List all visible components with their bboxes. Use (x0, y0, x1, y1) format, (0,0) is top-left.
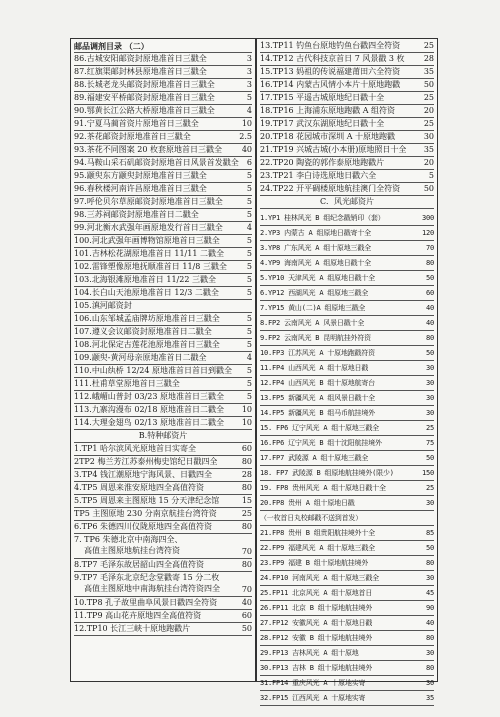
entry-title: 96.春秋楼河南许昌原地准首日三戳全 (74, 184, 207, 193)
entry-price: 6 (246, 158, 252, 167)
entry-price: 2.5 (239, 132, 252, 141)
entry-price: 5 (246, 171, 252, 180)
entry-price: 20 (423, 158, 434, 167)
entry-price: 40 (241, 145, 252, 154)
entry-price: 120 (421, 229, 434, 237)
catalog-entry (74, 209, 252, 222)
catalog-entry (74, 79, 252, 92)
entry-price: 30 (425, 499, 434, 507)
catalog-entry (74, 248, 252, 261)
entry-price: 5 (246, 275, 252, 284)
entry-price: 80 (241, 560, 252, 569)
catalog-entry (260, 131, 434, 144)
entry-price: 3 (246, 54, 252, 63)
entry-title: 13.TP11 钓鱼台原地钓鱼台戳四全符资 (260, 41, 401, 50)
entry-title: 87.红旗渠邮封林县原地准首日三戳全 (74, 67, 207, 76)
catalog-entry (74, 365, 252, 378)
entry-title: 1.TP1 哈尔滨风光原地首日实寄全 (74, 444, 196, 453)
entry-title: 95.颛臾东方颛臾封原地准首日三戳全 (74, 171, 207, 180)
catalog-entry (74, 443, 252, 456)
catalog-entry (260, 118, 434, 131)
entry-title: 91.宁夏马蔺首资片原地首日三戳全 (74, 119, 199, 128)
entry-price: 80 (241, 522, 252, 531)
entry-price: 60 (425, 289, 434, 297)
entry-price: 40 (241, 598, 252, 607)
catalog-entry (260, 226, 434, 241)
entry-price: 30 (425, 394, 434, 402)
entry-title: 5.YP10 天津风光 A 组原地日戳十全 (260, 274, 375, 282)
catalog-entry (74, 261, 252, 274)
catalog-entry (260, 391, 434, 406)
catalog-entry (260, 256, 434, 271)
entry-title: 22.TP20 陶瓷的郭作泰原地跑戳片 (260, 158, 385, 167)
entry-title: 14.FP5 新疆风光 B 组马币航挂境外 (260, 409, 375, 417)
catalog-entry (74, 404, 252, 417)
entry-title: 19. FP8 贵州风光 A 组十原地日戳十全 (260, 484, 386, 492)
catalog-entry (260, 301, 434, 316)
catalog-entry (260, 616, 434, 631)
entry-price: 35 (423, 145, 434, 154)
entry-title: 7.YP15 黄山(二)A 组原地三戳全 (260, 304, 366, 312)
entry-price: 30 (423, 132, 434, 141)
catalog-entry (74, 482, 252, 495)
entry-price: 90 (425, 604, 434, 612)
entry-price: 75 (425, 439, 434, 447)
entry-price: 150 (421, 469, 434, 477)
entry-price: 3 (246, 67, 252, 76)
entry-title: 9.FP2 云南风光 B 昆明航挂外符资 (260, 334, 371, 342)
entry-price: 50 (425, 274, 434, 282)
entry-price: 25 (425, 484, 434, 492)
entry-title: 106.山东邹城孟庙牌坊原地准首日三戳全 (74, 314, 220, 323)
entry-price: 80 (425, 664, 434, 672)
entry-price: 20 (423, 106, 434, 115)
entry-title: 31.FP14 重庆风光 A 十原地实寄 (260, 679, 366, 687)
catalog-entry (260, 691, 434, 706)
entry-price: 85 (425, 529, 434, 537)
entry-price: 70 (241, 547, 252, 556)
entry-title: 13.FP5 新疆风光 A 组风景日戳十全 (260, 394, 375, 402)
entry-price: 5 (246, 379, 252, 388)
entry-title: 16.TP14 内蒙古风情小本片十原地跑戳 (260, 80, 401, 89)
entry-price: 60 (241, 444, 252, 453)
entry-price: 70 (425, 244, 434, 252)
catalog-entry (260, 421, 434, 436)
entry-title: 29.FP13 吉林风光 A 组十原地 (260, 649, 359, 657)
entry-title: 108.河北保定古莲花池原地准首日三戳全 (74, 340, 220, 349)
catalog-entry (74, 66, 252, 79)
entry-price: 25 (423, 119, 434, 128)
catalog-entry (74, 300, 252, 313)
entry-price: 50 (425, 454, 434, 462)
catalog-entry (260, 496, 434, 511)
entry-title: 4.TP5 周恩来淮安原地四全高值符资 (74, 483, 204, 492)
catalog-entry (74, 339, 252, 352)
entry-title-continued: 高值主图原地航挂台湾符资 (84, 546, 180, 555)
entry-price: 25 (423, 93, 434, 102)
catalog-entry (260, 646, 434, 661)
entry-title: 111.杜甫草堂原地首日三戳全 (74, 379, 180, 388)
entry-title: 90.鄂黄长江公路大桥原地准首日三戳全 (74, 106, 215, 115)
catalog-entry (260, 286, 434, 301)
catalog-entry (260, 661, 434, 676)
entry-price: 4 (246, 223, 252, 232)
entry-price: 5 (246, 93, 252, 102)
entry-title: 4.YP9 海南风光 A 组原地日戳十全 (260, 259, 371, 267)
entry-title: 8.TP7 毛泽东故居韶山四全高值符资 (74, 560, 204, 569)
entry-price: 30 (425, 574, 434, 582)
entry-title: 27.FP12 安徽风光 A 组十原地日戳 (260, 619, 373, 627)
catalog-entry (74, 469, 252, 482)
entry-price: 25 (425, 424, 434, 432)
catalog-entry (74, 222, 252, 235)
entry-title: 98.三苏祠邮资封原地准首日二戳全 (74, 210, 199, 219)
entry-price: 5 (246, 327, 252, 336)
entry-price: 50 (425, 349, 434, 357)
catalog-entry (260, 211, 434, 226)
catalog-entry (74, 378, 252, 391)
entry-price: 5 (246, 288, 252, 297)
entry-price: 80 (425, 559, 434, 567)
entry-price: 5 (246, 197, 252, 206)
catalog-entry (74, 157, 252, 170)
left-column-frame (70, 38, 256, 682)
entry-price: 10 (241, 418, 252, 427)
catalog-entry (260, 481, 434, 496)
catalog-entry (74, 118, 252, 131)
catalog-entry (74, 597, 252, 610)
catalog-entry (260, 361, 434, 376)
entry-price: 40 (425, 304, 434, 312)
left-column (71, 39, 255, 681)
entry-price: 40 (425, 319, 434, 327)
entry-title: 97.呼伦贝尔草原邮资封原地准首日三戳全 (74, 197, 223, 206)
entry-title: 15.TP13 妈祖的传说福建莆田六全符资 (260, 67, 401, 76)
entry-price: 5 (246, 340, 252, 349)
entry-title: 6.YP12 西湖风光 A 组原地三戳全 (260, 289, 369, 297)
section-heading-c: C．风光邮资片 (260, 196, 434, 209)
catalog-entry (74, 92, 252, 105)
entry-price (250, 300, 252, 312)
entry-price: 50 (241, 624, 252, 633)
entry-price: 5 (246, 392, 252, 401)
catalog-entry (74, 131, 252, 144)
catalog-entry (74, 183, 252, 196)
section-heading-b: B.特种邮资片 (74, 430, 252, 443)
catalog-entry (260, 406, 434, 421)
catalog-entry (74, 521, 252, 534)
catalog-entry (74, 196, 252, 209)
entry-price: 50 (425, 544, 434, 552)
entry-price: 5 (246, 262, 252, 271)
entry-title: 11.TP9 高山花卉原地四全高值符资 (74, 611, 202, 620)
catalog-entry (260, 53, 434, 66)
entry-price: 80 (241, 483, 252, 492)
catalog-entry (260, 170, 434, 183)
entry-title: 89.福建安平桥邮资封原地准首日三戳全 (74, 93, 215, 102)
entry-title-continued: 高值主图原地中南海航挂台湾符资四全 (84, 584, 220, 593)
entry-price: 30 (425, 649, 434, 657)
right-column-frame (256, 38, 438, 702)
catalog-entry (74, 274, 252, 287)
entry-title: 24.FP10 河南风光 A 组十原地三戳全 (260, 574, 379, 582)
entry-price: 5 (246, 366, 252, 375)
entry-price: 70 (241, 585, 252, 594)
catalog-entry (260, 676, 434, 691)
entry-price: 28 (241, 470, 252, 479)
entry-title: 17.FP7 武陵源 A 组十原地三戳全 (260, 454, 369, 462)
entry-title: 1.YP1 桂林风光 B 组纪念戳销印（套） (260, 214, 385, 222)
entry-price: 80 (241, 457, 252, 466)
entry-price: 30 (425, 409, 434, 417)
catalog-entry (260, 271, 434, 286)
entry-title: 22.FP9 福建风光 A 组十原地三戳全 (260, 544, 375, 552)
entry-title: 16.FP6 辽宁风光 B 组十沈阳航挂境外 (260, 439, 382, 447)
catalog-entry (74, 391, 252, 404)
catalog-entry (74, 53, 252, 66)
catalog-entry (74, 534, 252, 559)
entry-price: 28 (423, 54, 434, 63)
catalog-entry (74, 417, 252, 430)
entry-title: 26.FP11 北京 B 组十原地航挂境外 (260, 604, 373, 612)
entry-title: 24.TP22 开平碉楼原地航挂澳门全符资 (260, 184, 401, 193)
entry-title: 12.TP10 长江三峡十原地跑戳片 (74, 624, 191, 633)
catalog-entry (74, 508, 252, 521)
entry-price: 15 (241, 496, 252, 505)
right-column (257, 39, 437, 702)
catalog-entry (74, 352, 252, 365)
entry-title: 88.长城老龙头邮资封原地准首日三戳全 (74, 80, 215, 89)
entry-title: 7. TP6 朱德北京中南海四全、 (74, 535, 183, 544)
catalog-entry (260, 376, 434, 391)
entry-title: 14.TP12 古代科技京首日 7 风景戳 3 枚 (260, 54, 405, 63)
catalog-entry (260, 586, 434, 601)
entry-title: 109.颛臾-黄河母亲原地准首日二戳全 (74, 353, 207, 362)
entry-price: 50 (423, 80, 434, 89)
entry-price: 10 (241, 119, 252, 128)
catalog-entry (260, 157, 434, 170)
catalog-entry (260, 241, 434, 256)
entry-title: 86.古城安阳邮资封原地准首日三戳全 (74, 54, 207, 63)
entry-title: 105.滇河邮资封 (74, 301, 132, 310)
entry-title: 2TP2 梅兰芳江苏泰州梅史馆纪日戳四全 (74, 457, 218, 466)
catalog-entry (260, 346, 434, 361)
entry-title: 94.马鞍山采石矶邮资封原地首日风景首发戳全 (74, 158, 239, 167)
catalog-entry (260, 183, 434, 196)
catalog-entry (260, 105, 434, 118)
catalog-entry (260, 541, 434, 556)
entry-price: 35 (425, 694, 434, 702)
entry-title: 21.TP19 兴城古城(小本册)原地照日十全 (260, 145, 407, 154)
entry-price: 4 (246, 106, 252, 115)
entry-title: 15. FP6 辽宁风光 A 组十原地三戳全 (260, 424, 379, 432)
entry-title: 5.TP5 周恩来主图原地 15 分天津纪念馆 (74, 496, 220, 505)
catalog-entry (74, 105, 252, 118)
entry-title: 17.TP15 平遥古城原地纪日戳十全 (260, 93, 385, 102)
catalog-entry (260, 92, 434, 105)
catalog-entry (74, 610, 252, 623)
catalog-entry (260, 511, 434, 526)
entry-title: 102.雷锋塑像原地抚顺准首日 11/8 三戳全 (74, 262, 227, 271)
entry-title: 20.FP8 贵州 A 组十原地日戳 (260, 499, 355, 507)
entry-price: 45 (425, 589, 434, 597)
entry-price: 40 (425, 619, 434, 627)
entry-title: 23.FP9 福建 B 组十原地航挂境外 (260, 559, 369, 567)
entry-price: 50 (423, 184, 434, 193)
catalog-entry (74, 313, 252, 326)
catalog-entry (74, 572, 252, 597)
entry-title: 112.峨嵋山普封 03/23 原地准首日三戳全 (74, 392, 224, 401)
catalog-entry (260, 631, 434, 646)
catalog-entry (74, 170, 252, 183)
entry-price: 10 (241, 405, 252, 414)
entry-title: 11.FP4 山西风光 A 组十原地日戳 (260, 364, 369, 372)
entry-title: （一枚首日丸校邮戳不送到首发） (260, 514, 362, 522)
catalog-entry (74, 144, 252, 157)
catalog-entry (260, 601, 434, 616)
entry-price: 5 (246, 249, 252, 258)
entry-title: 18.TP16 上海浦东原地跑戳 A 组符资 (260, 106, 396, 115)
entry-title: 2.YP3 内蒙古 A 组原地日戳寄十全 (260, 229, 371, 237)
entry-title: 32.FP15 江西风光 A 十原地实寄 (260, 694, 366, 702)
entry-title: 18. FP7 武陵源 B 组原地航挂境外(限少) (260, 469, 394, 477)
entry-price: 5 (246, 184, 252, 193)
catalog-entry (260, 451, 434, 466)
catalog-entry (260, 331, 434, 346)
catalog-entry (260, 571, 434, 586)
entry-title: 107.遵义会议邮资封原地准首日二戳全 (74, 327, 212, 336)
entry-price: 3 (246, 80, 252, 89)
catalog-entry (260, 66, 434, 79)
entry-price: 30 (425, 364, 434, 372)
entry-price: 60 (241, 611, 252, 620)
catalog-entry (74, 495, 252, 508)
entry-title: 21.FP8 贵州 B 组贵阳航挂境外十全 (260, 529, 375, 537)
entry-title: 114.大理金翅鸟 02/13 原地准首日二戳全 (74, 418, 224, 427)
entry-price: 5 (246, 236, 252, 245)
entry-title: 99.河北衡水武强年画原地发行首日三戳全 (74, 223, 223, 232)
catalog-entry (74, 287, 252, 300)
entry-price: 30 (425, 679, 434, 687)
entry-title: 28.FP12 安徽 B 组十原地航挂境外 (260, 634, 373, 642)
catalog-entry (74, 456, 252, 469)
entry-title: 8.FP2 云南风光 A 风景日戳十全 (260, 319, 365, 327)
catalog-entry (260, 466, 434, 481)
catalog-entry (260, 79, 434, 92)
entry-title: 9.TP7 毛泽东北京纪念堂戳寄 15 分二枚 (74, 573, 220, 582)
catalog-entry (74, 235, 252, 248)
entry-title: TP5 主图原地 230 分南京航挂台湾符资 (74, 509, 217, 518)
entry-title: 20.TP18 花园城市深圳 A 十原地跑戳 (260, 132, 396, 141)
entry-title: 103.北海银滩原地准首日 11/22 三戳全 (74, 275, 216, 284)
catalog-entry (260, 526, 434, 541)
entry-title: 93.茶花不同图案 20 枚套原地首日三戳全 (74, 145, 222, 154)
entry-title: 104.长白山天池原地准首日 12/3 二戳全 (74, 288, 219, 297)
entry-price: 25 (423, 41, 434, 50)
entry-price: 4 (246, 353, 252, 362)
catalog-entry (74, 623, 252, 636)
catalog-entry (74, 559, 252, 572)
entry-price: 35 (423, 67, 434, 76)
entry-title: 10.FP3 江苏风光 A 十原地跑戳符资 (260, 349, 375, 357)
entry-price: 5 (246, 314, 252, 323)
catalog-header: 邮品调剂目录 （二） (74, 40, 252, 53)
catalog-entry (260, 316, 434, 331)
entry-title: 113.九寨沟漫布 02/18 原地准首日二戳全 (74, 405, 224, 414)
entry-title: 92.茶花邮资封原地准首日三戳全 (74, 132, 191, 141)
catalog-entry (260, 556, 434, 571)
entry-title: 25.FP11 北京风光 A 组十原地首日 (260, 589, 373, 597)
entry-title: 10.TP8 孔子故里曲阜风景日戳四全符资 (74, 598, 218, 607)
catalog-entry (260, 436, 434, 451)
entry-price: 25 (241, 509, 252, 518)
entry-title: 23.TP21 李白诗选原地日戳六全 (260, 171, 377, 180)
entry-title: 3.TP4 钱江潮原地宁海风景、日戳四全 (74, 470, 212, 479)
entry-title: 3.YP8 广东风光 A 组十原地三戳全 (260, 244, 371, 252)
entry-price: 5 (428, 171, 434, 180)
entry-title: 19.TP17 武汉东湖原地纪日戳十全 (260, 119, 385, 128)
entry-title: 100.河北武强年画博物馆原地首日三戳全 (74, 236, 220, 245)
entry-title: 110.中山纨桥 12/24 原地准首日首日到戳全 (74, 366, 232, 375)
entry-price: 300 (421, 214, 434, 222)
entry-price: 80 (425, 259, 434, 267)
entry-title: 101.吉林松花湖原地准首日 11/11 二戳全 (74, 249, 224, 258)
entry-price: 5 (246, 210, 252, 219)
catalog-entry (74, 326, 252, 339)
catalog-entry (260, 40, 434, 53)
entry-price: 30 (425, 379, 434, 387)
entry-title: 12.FP4 山西风光 B 组十原地航寄台 (260, 379, 375, 387)
entry-price: 80 (425, 634, 434, 642)
entry-title: 30.FP13 吉林 B 组十原地航挂境外 (260, 664, 373, 672)
catalog-entry (260, 144, 434, 157)
entry-title: 6.TP6 朱德四川仪陇原地四全高值符资 (74, 522, 212, 531)
entry-price: 80 (425, 334, 434, 342)
